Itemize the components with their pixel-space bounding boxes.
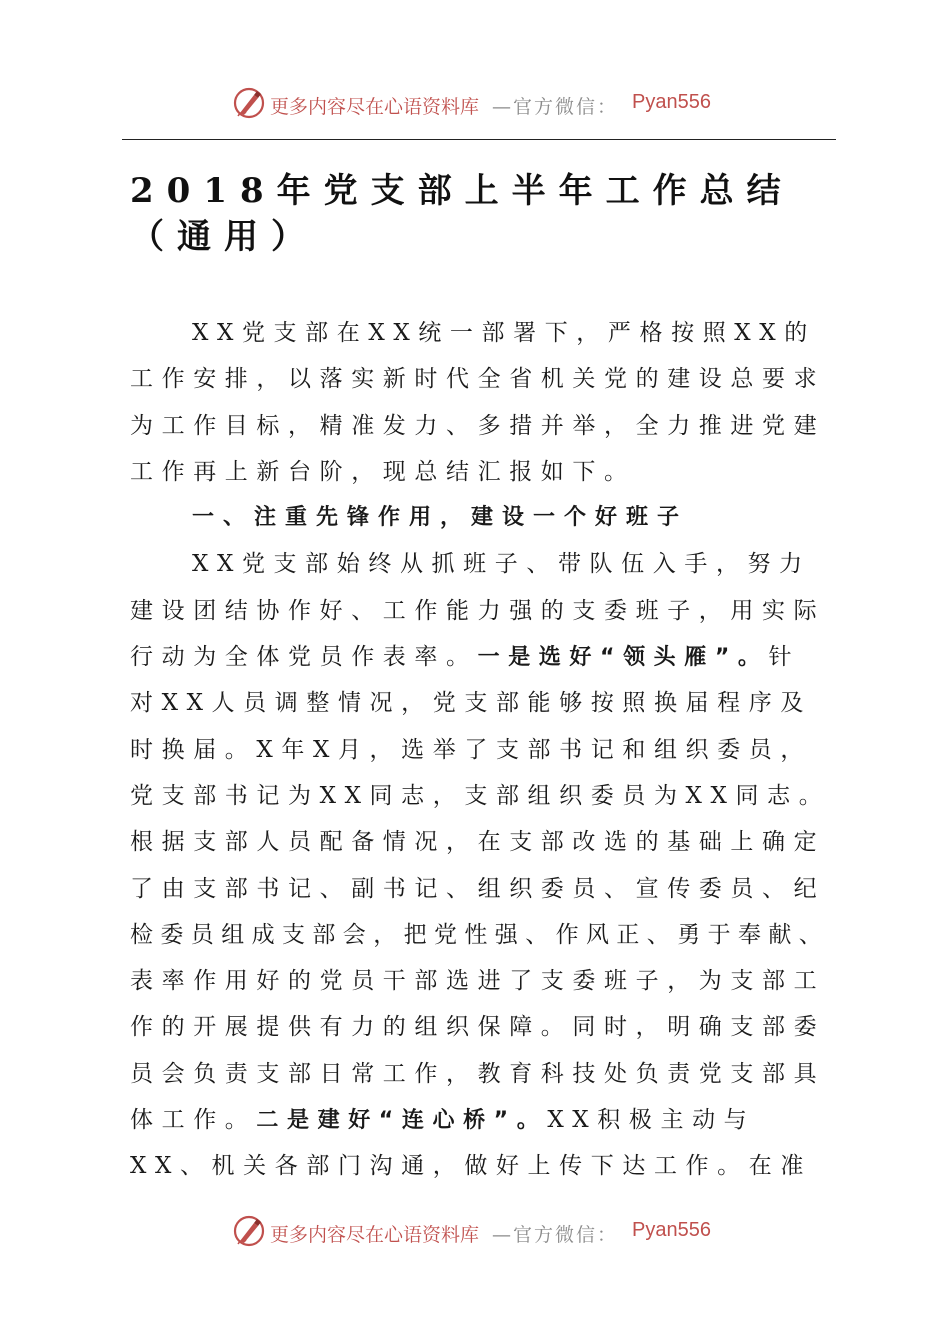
paragraph-line: 工作安排，以落实新时代全省机关党的建设总要求 (130, 366, 826, 393)
paragraph-line (130, 1097, 840, 1143)
paragraph-line: 员会负责支部日常工作，教育科技处负责党支部具 (130, 1060, 826, 1087)
watermark-text: 更多内容尽在心语资料库 (270, 96, 480, 118)
paragraph-line: 了由支部书记、副书记、组织委员、宣传委员、纪 (130, 875, 826, 902)
paragraph-line: 时换届。X年X月，选举了支部书记和组织委员， (130, 736, 812, 763)
text-run: 针 (768, 644, 801, 671)
watermark-separator: —官方微信： (492, 1224, 619, 1246)
paragraph-line: 检委员组成支部会，把党性强、作风正、勇于奉献、 (130, 921, 830, 948)
text-run: 行动为全体党员作表率。 (130, 644, 478, 671)
paragraph-line: 表率作用好的党员干部选进了支委班子，为支部工 (130, 968, 826, 995)
paragraph-line: 作的开展提供有力的组织保障。同时，明确支部委 (130, 1014, 826, 1041)
watermark-header (0, 84, 950, 124)
document-body (130, 310, 840, 1190)
paragraph-line: 工作再上新台阶，现总结汇报如下。 (130, 458, 636, 485)
bold-point: 二是建好“连心桥”。 (256, 1108, 548, 1134)
bold-point: 一是选好“领头雁”。 (477, 645, 769, 671)
document-title: 2018年党支部上半年工作总结（通用） (130, 171, 794, 257)
paragraph-line: 党支部书记为XX同志，支部组织委员为XX同志。 (130, 782, 831, 809)
pen-logo-icon (232, 1214, 266, 1248)
paragraph-line (130, 634, 840, 680)
text-run: 体工作。 (130, 1107, 257, 1134)
paragraph-line: XX党支部在XX统一部署下，严格按照XX的 (192, 320, 816, 346)
text-run: XX积极主动与 (547, 1107, 756, 1134)
paragraph-line: XX、机关各部门沟通，做好上传下达工作。在准 (130, 1153, 812, 1180)
paragraph-line: 为工作目标，精准发力、多措并举，全力推进党建 (130, 412, 826, 439)
watermark-text: 更多内容尽在心语资料库 (270, 1224, 480, 1246)
pen-logo-icon (232, 86, 266, 120)
watermark-footer (0, 1212, 950, 1252)
watermark-wechat-id: Pyan556 (632, 1219, 711, 1241)
header-divider (122, 139, 836, 140)
watermark-wechat-id: Pyan556 (632, 91, 711, 113)
watermark-separator: —官方微信： (492, 96, 619, 118)
paragraph-line: 根据支部人员配备情况，在支部改选的基础上确定 (130, 829, 826, 856)
section-heading: 一、注重先锋作用，建设一个好班子 (192, 505, 689, 531)
paragraph-line: 对XX人员调整情况，党支部能够按照换届程序及 (130, 690, 812, 717)
paragraph-line: 建设团结协作好、工作能力强的支委班子，用实际 (130, 597, 826, 624)
paragraph-line: XX党支部始终从抓班子、带队伍入手，努力 (192, 551, 811, 578)
